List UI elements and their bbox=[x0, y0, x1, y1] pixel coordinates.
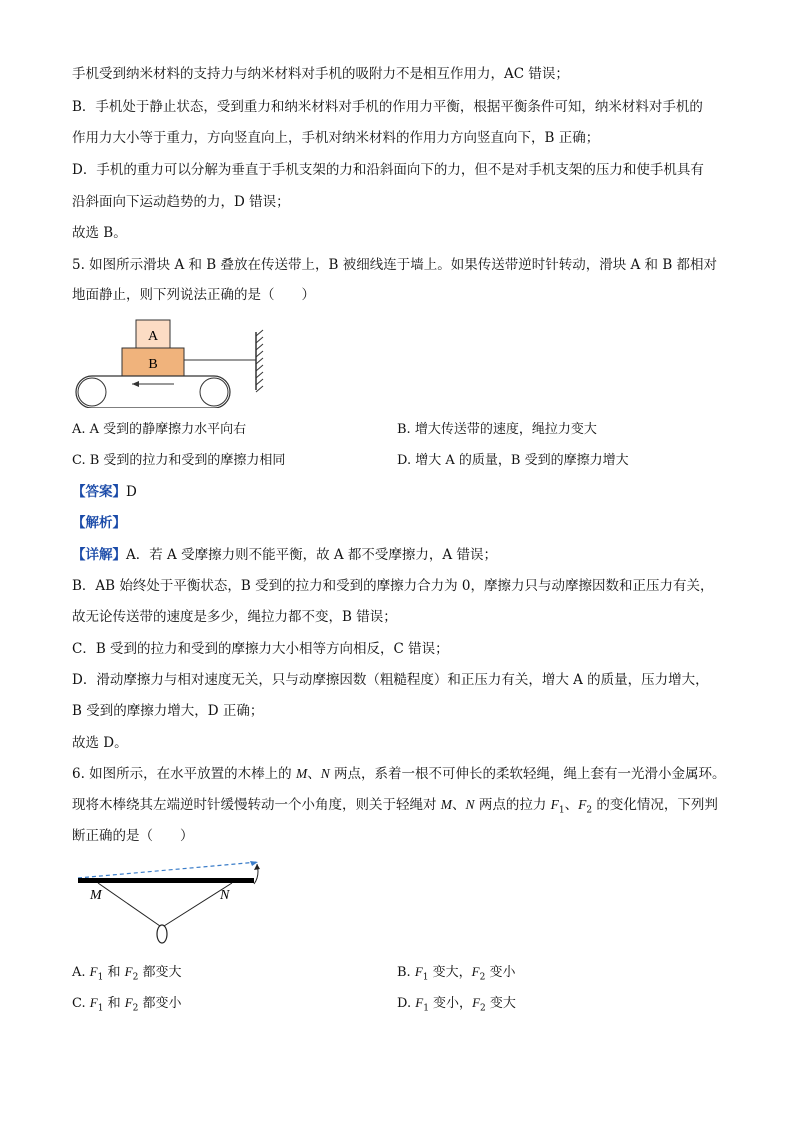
prev-line-4: D．手机的重力可以分解为垂直于手机支架的力和沿斜面向下的力，但不是对手机支架的压力和使手机具有 bbox=[72, 162, 704, 178]
q5-analysis-line-4: C．B 受到的拉力和受到的摩擦力大小相等方向相反，C 错误； bbox=[72, 641, 449, 657]
answer-tag: 【答案】 bbox=[72, 484, 126, 500]
prev-line-5: 沿斜面向下运动趋势的力，D 错误； bbox=[72, 194, 290, 210]
q5-option-b[interactable]: B. 增大传送带的速度，绳拉力变大 bbox=[397, 422, 597, 437]
label-n: N bbox=[220, 888, 230, 903]
rotated-rod-dashed bbox=[78, 862, 258, 878]
q6-option-c[interactable]: C. $F_1$ 和 $F_2$ 都变小 bbox=[72, 995, 182, 1014]
q6-stem-line-3: 断正确的是（ ） bbox=[72, 828, 194, 844]
left-pulley bbox=[78, 378, 106, 406]
q5-option-d[interactable]: D. 增大 A 的质量，B 受到的摩擦力增大 bbox=[397, 453, 629, 468]
q5-analysis-line-1: 【详解】A．若 A 受摩擦力则不能平衡，故 A 都不受摩擦力，A 错误； bbox=[72, 547, 497, 563]
q6-stem-line-1: 6. 如图所示，在水平放置的木棒上的 M、N 两点，系着一根不可伸长的柔软轻绳，绳上套有一光滑小金属环。 bbox=[72, 766, 726, 782]
q5-option-a[interactable]: A. A 受到的静摩擦力水平向右 bbox=[72, 422, 247, 437]
prev-line-6: 故选 B。 bbox=[72, 225, 127, 241]
q6-stem-line-2: 现将木棒绕其左端逆时针缓慢转动一个小角度，则关于轻绳对 M、N 两点的拉力 $F_1$、$F_2$ 的变化情况，下列判 bbox=[72, 797, 718, 816]
right-pulley bbox=[200, 378, 228, 406]
q5-stem-line-2: 地面静止，则下列说法正确的是（ ） bbox=[72, 287, 315, 303]
prev-line-1: 手机受到纳米材料的支持力与纳米材料对手机的吸附力不是相互作用力，AC 错误； bbox=[72, 66, 569, 82]
q5-answer-row bbox=[72, 482, 137, 502]
q5-analysis-line-7: 故选 D。 bbox=[72, 735, 128, 751]
q5-analysis-line-5: D．滑动摩擦力与相对速度无关，只与动摩擦因数（粗糙程度）和正压力有关，增大 A 的质量，压力增大， bbox=[72, 672, 709, 688]
detail-tag: 【详解】 bbox=[72, 547, 126, 563]
q5-analysis-tag: 【解析】 bbox=[72, 515, 126, 531]
q5-analysis-line-3: 故无论传送带的速度是多少，绳拉力都不变，B 错误； bbox=[72, 609, 397, 625]
q6-option-a[interactable]: A. $F_1$ 和 $F_2$ 都变大 bbox=[72, 964, 182, 983]
q6-rod-figure bbox=[72, 856, 272, 946]
q6-option-d[interactable]: D. $F_1$ 变小，$F_2$ 变大 bbox=[397, 995, 516, 1014]
prev-line-3: 作用力大小等于重力，方向竖直向上，手机对纳米材料的作用力方向竖直向下，B 正确； bbox=[72, 130, 600, 146]
q5-analysis-line-2: B．AB 始终处于平衡状态，B 受到的拉力和受到的摩擦力合力为 0，摩擦力只与动摩擦因数和正压力有关， bbox=[72, 578, 714, 594]
block-b-label: B bbox=[148, 357, 158, 372]
prev-line-2: B．手机处于静止状态，受到重力和纳米材料对手机的作用力平衡，根据平衡条件可知，纳米材料对手机的 bbox=[72, 99, 703, 115]
block-a-label: A bbox=[147, 329, 159, 344]
rope-right bbox=[164, 883, 232, 926]
metal-ring bbox=[157, 925, 167, 943]
q6-option-b[interactable]: B. $F_1$ 变大，$F_2$ 变小 bbox=[397, 964, 516, 983]
wall-hatching bbox=[256, 330, 263, 392]
label-m: M bbox=[90, 888, 102, 903]
q5-analysis-line-6: B 受到的摩擦力增大，D 正确； bbox=[72, 703, 264, 719]
rod bbox=[78, 878, 254, 883]
q5-option-c[interactable]: C. B 受到的拉力和受到的摩擦力相同 bbox=[72, 453, 286, 468]
rope-left bbox=[98, 883, 160, 926]
answer-value: D bbox=[126, 484, 137, 500]
q5-stem-line-1: 5. 如图所示滑块 A 和 B 叠放在传送带上，B 被细线连于墙上。如果传送带逆时针转动，滑块 A 和 B 都相对 bbox=[72, 257, 718, 273]
q5-conveyor-figure bbox=[70, 316, 270, 408]
conveyor-belt bbox=[76, 376, 230, 408]
